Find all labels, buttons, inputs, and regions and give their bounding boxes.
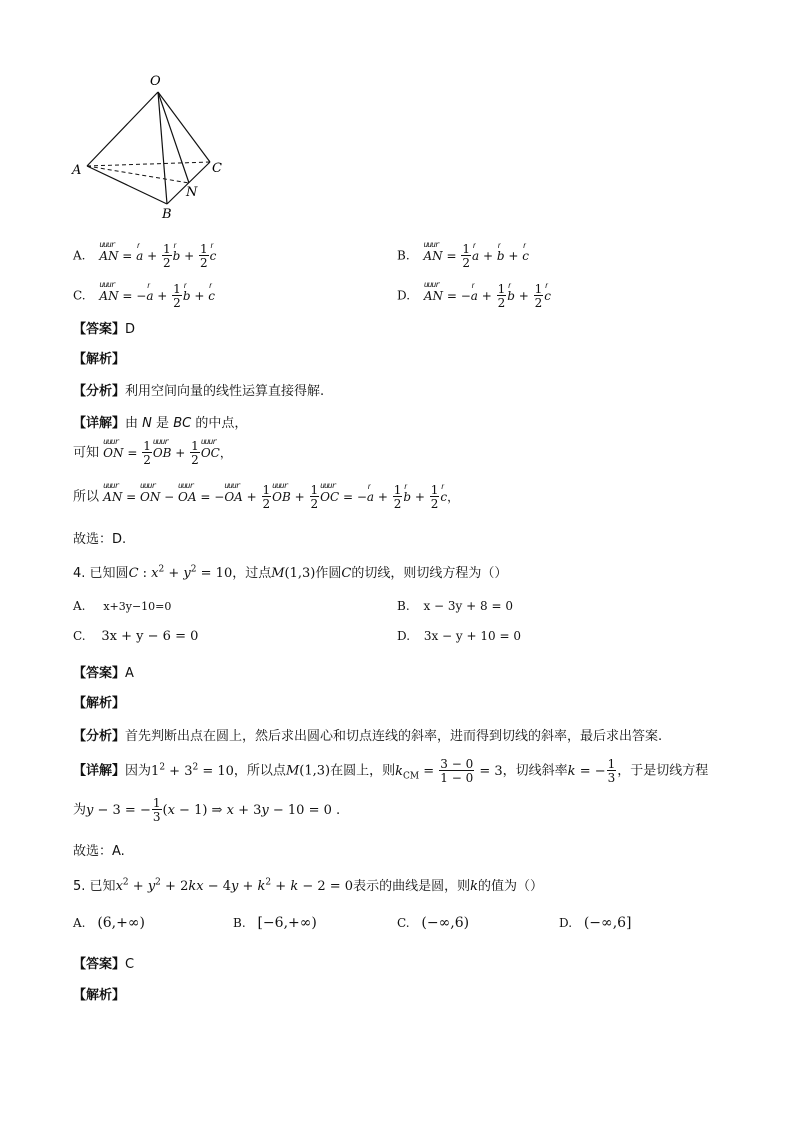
- option-expr: AN uuur = −a r + $\frac{1}{2}$ b r + $\frac{1}{2}$ c r: [423, 279, 551, 310]
- q4-option-a[interactable]: [73, 599, 171, 613]
- q5-option-c[interactable]: [397, 915, 469, 931]
- q4-stem: [73, 562, 507, 581]
- edge-OB: [158, 92, 167, 204]
- option-letter: C.: [73, 629, 86, 643]
- option-expr: x+3y−10=0: [103, 600, 172, 613]
- q3-analysis-label: 【解析】: [73, 352, 126, 367]
- text: 是: [156, 416, 170, 431]
- answer-value: A: [125, 666, 134, 681]
- text: 由: [125, 416, 139, 431]
- edge-AC-dashed: [87, 162, 210, 166]
- edge-AN-dashed: [87, 166, 189, 183]
- option-expr: x − 3y + 8 = 0: [423, 599, 513, 613]
- q3-option-d[interactable]: [397, 279, 551, 310]
- q4-option-b[interactable]: [397, 599, 513, 613]
- q3-option-c[interactable]: [73, 279, 215, 310]
- q3-xiangjie-line1: [73, 412, 247, 431]
- option-letter: C.: [397, 916, 410, 930]
- q4-option-c[interactable]: [73, 629, 198, 644]
- text: 已知圆: [89, 566, 129, 581]
- option-expr: (−∞,6): [421, 915, 470, 931]
- text: 因为: [125, 763, 152, 779]
- math-circle: C : $x^2 + y^2 = 10$: [128, 564, 233, 581]
- option-expr: [−6,+∞): [257, 915, 317, 931]
- question-number: 5.: [73, 879, 86, 894]
- edge-AB: [87, 166, 167, 204]
- text: 在圆上，则: [330, 763, 396, 779]
- option-letter: D.: [397, 288, 411, 303]
- q5-option-a[interactable]: [73, 915, 145, 931]
- answer-label: 【答案】: [73, 321, 126, 336]
- math-k: k = − $\frac{1}{3}$: [567, 757, 616, 785]
- text: 所以: [73, 489, 100, 505]
- math-C: C: [341, 566, 352, 581]
- label-O: O: [150, 74, 161, 89]
- q5-stem: [73, 875, 543, 894]
- option-letter: A.: [73, 916, 86, 930]
- xiangjie-label: 【详解】: [73, 415, 126, 430]
- q4-answer: [73, 662, 134, 681]
- option-expr: AN uuur = −a r + $\frac{1}{2}$ b r + c r: [99, 279, 215, 310]
- fenxi-text: 首先判断出点在圆上，然后求出圆心和切点连线的斜率，进而得到切线的斜率，最后求出答案.: [125, 729, 663, 744]
- math-N: N: [142, 416, 152, 431]
- option-letter: C.: [73, 288, 86, 303]
- option-letter: A.: [73, 248, 86, 263]
- q5-analysis-label: 【解析】: [73, 988, 126, 1003]
- fenxi-text: 利用空间向量的线性运算直接得解.: [125, 384, 325, 399]
- option-expr: 3x − y + 10 = 0: [423, 629, 521, 643]
- math-kcm: $k_{CM}$ = $\frac{3 - 0}{1 - 0}$ = 3: [395, 757, 503, 785]
- q4-analysis-label: 【解析】: [73, 696, 126, 711]
- math-BC: BC: [173, 416, 192, 431]
- q5-answer: [73, 953, 134, 972]
- label-B: B: [162, 207, 172, 220]
- answer-value: C: [125, 957, 135, 972]
- q4-xiangjie-line1: [73, 758, 708, 784]
- option-expr: AN uuur = a r + $\frac{1}{2}$ b r + $\frac{1}{2}$ c r: [99, 239, 217, 270]
- answer-label: 【答案】: [73, 956, 126, 971]
- answer-value: D: [125, 322, 136, 337]
- text: 的值为（）: [477, 879, 543, 894]
- option-letter: B.: [397, 599, 410, 613]
- q3-answer: [73, 318, 135, 337]
- math-k: k: [470, 879, 478, 894]
- question-number: 4.: [73, 566, 86, 581]
- q4-fenxi: [73, 725, 662, 744]
- q3-fenxi: [73, 380, 324, 399]
- text: 的切线，则切线方程为（）: [351, 566, 508, 581]
- text: ，过点: [232, 566, 272, 581]
- math-on: ON uuur = $\frac{1}{2}$ OB uuur + $\frac{1}{2}$ OC uuur ，: [103, 436, 232, 467]
- math-equation: $x^2 + y^2 + 2kx - 4y + k^2 + k - 2 = 0$: [115, 877, 354, 894]
- fenxi-label: 【分析】: [73, 383, 126, 398]
- q3-option-a[interactable]: [73, 239, 217, 270]
- math-point: M(1,3): [271, 566, 316, 581]
- xiangjie-label: 【详解】: [73, 762, 126, 778]
- math-point: M(1,3): [285, 763, 331, 779]
- label-N: N: [186, 185, 198, 200]
- option-letter: D.: [559, 916, 573, 930]
- fenxi-label: 【分析】: [73, 728, 126, 743]
- option-letter: B.: [397, 248, 410, 263]
- q4-conclusion: 故选：A.: [73, 844, 125, 859]
- edge-OA: [87, 92, 158, 166]
- text: ，所以点: [233, 763, 286, 779]
- text: ，切线斜率: [502, 763, 568, 779]
- tetrahedron-figure: [70, 70, 240, 220]
- edge-OC: [158, 92, 210, 162]
- option-letter: D.: [397, 629, 411, 643]
- math-an: AN uuur = ON uuur − OA uuur = −OA uuur + $\frac{1}{2}$ OB uuur + $\frac{1}{2}$ OC uuur = −a r + $\frac{1}{2}$ b r + $\frac{1}{2}$ c r ，: [103, 480, 460, 511]
- option-expr: 3x + y − 6 = 0: [101, 629, 199, 644]
- math-check: $1^2 + 3^2 = 10$: [151, 762, 234, 779]
- answer-label: 【答案】: [73, 665, 126, 680]
- q4-xiangjie-line2: [73, 797, 340, 823]
- q4-option-d[interactable]: [397, 629, 521, 643]
- option-expr: (6,+∞): [97, 915, 145, 931]
- option-expr: AN uuur = $\frac{1}{2}$ a r + b r + c r: [423, 239, 529, 270]
- text: ，于是切线方程: [617, 763, 709, 779]
- option-expr: (−∞,6]: [583, 915, 632, 931]
- q3-option-b[interactable]: [397, 239, 529, 270]
- q3-xiangjie-line2: [73, 436, 232, 467]
- math-tangent: y − 3 = − $\frac{1}{3}$ (x − 1) ⇒ x + 3y − 10 = 0 .: [86, 796, 341, 824]
- q5-option-b[interactable]: [233, 915, 317, 931]
- text: 可知: [73, 445, 100, 461]
- text: 表示的曲线是圆，则: [353, 879, 471, 894]
- edge-ON: [158, 92, 189, 183]
- q5-option-d[interactable]: [559, 915, 632, 931]
- option-letter: A.: [73, 599, 86, 613]
- text: 已知: [89, 879, 116, 894]
- text: 作圆: [315, 566, 342, 581]
- q3-xiangjie-line3: [73, 480, 460, 511]
- option-letter: B.: [233, 916, 246, 930]
- text: 的中点，: [195, 416, 248, 431]
- text: 为: [73, 802, 87, 818]
- q3-conclusion: 故选：D.: [73, 532, 127, 547]
- label-A: A: [72, 163, 82, 178]
- label-C: C: [212, 161, 222, 176]
